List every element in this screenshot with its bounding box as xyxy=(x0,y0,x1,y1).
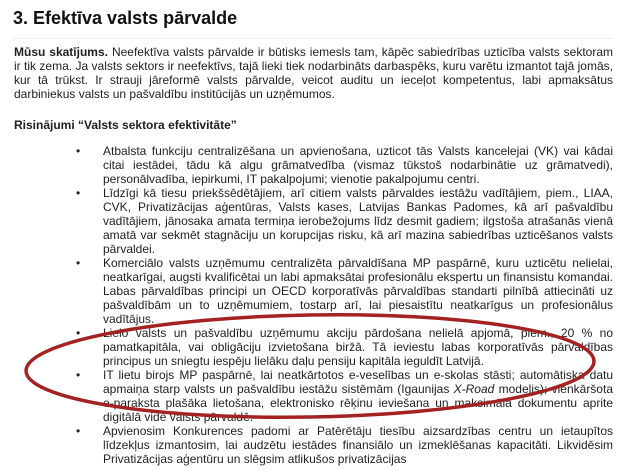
list-item-text: Līdzīgi kā tiesu priekšsēdētājiem, arī citiem valsts pārvaldes iestāžu vadītājiem, piem., LIAA, CVK, Privatizācijas aģentūras, Valsts kases, Latvijas Bankas Padomes, kā arī pašvaldību vadītājiem, jānosaka amata termiņa ierobežojums līdz desmit gadiem; ilgstoša atrašanās vienā amatā var sekmēt stagnāciju un korupcijas risku, kā arī mazina sabiedrības uzticēšanos valsts pārvaldei. xyxy=(103,186,613,256)
intro-paragraph xyxy=(14,45,613,101)
list-item xyxy=(103,256,613,326)
list-item-text: Apvienosim Konkurences padomi ar Patērētāju tiesību aizsardzības centru un ietaupītos līdzekļus izmantosim, lai audzētu iestādes finansiālo un izmeklēšanas kapacitāti. Likvidēsim Privatizācijas aģentūru un slēgsim atlikušos privatizācijas xyxy=(103,424,613,466)
list-item xyxy=(103,424,613,466)
solutions-list xyxy=(0,144,613,466)
intro-lead: Mūsu skatījums. xyxy=(14,45,108,59)
list-item-text: modelis); vienkāršota e-paraksta plašāka lietošana, elektronisko rēķinu ieviešana un maksimāla dokumentu aprite digitālā vidē valsts pārvaldē. xyxy=(103,382,613,424)
intro-text: Neefektīva valsts pārvalde ir būtisks iemesls tam, kāpēc sabiedrības uzticība valsts sektoram ir tik zema. Ja valsts sektors ir neefektīvs, tajā lieki tiek nodarbināts darbaspēks, kuru varētu izmantot tajā jomās, kur tā trūkst. Ir strauji jāreformē valsts pārvalde, veicot auditu un ieceļot kompetentus, labi apmaksātus darbiniekus valsts un pašvaldību institūcijās un uzņēmumos. xyxy=(14,45,613,101)
list-item-text: IT lietu birojs MP paspārnē, lai neatkārtotos e-veselības un e-skolas stāsti; automātiska datu apmaiņa starp valsts un pašvaldību iestāžu sistēmām (Igaunijas xyxy=(103,368,613,396)
list-item-text: Komerciālo valsts uzņēmumu centralizēta pārvaldīšana MP paspārnē, kuru uzticētu nelielai, neatkarīgai, augsti kvalificētai un labi apmaksātai profesionālu ekspertu un finansistu komandai. Labas pārvaldības principi un OECD korporatīvās pārvaldības standarti pilnībā attiecināti uz pašvaldībām un to uzņēmumiem, tostarp arī, lai piesaistītu neatkarīgus un profesionālus vadītājus. xyxy=(103,256,613,326)
page-title: 3. Efektīva valsts pārvalde xyxy=(13,8,613,39)
list-item xyxy=(103,368,613,424)
list-item-text: X-Road xyxy=(453,382,495,396)
list-item-text: Lielo valsts un pašvaldību uzņēmumu akciju pārdošana nelielā apjomā, piem., 20 % no pamatkapitāla, vai obligāciju izvietošana biržā. Tā ieviestu labas korporatīvās pārvaldības principus un sniegtu iespēju lielāku daļu pensiju kapitāla ieguldīt Latvijā. xyxy=(103,326,613,368)
list-item-text: Atbalsta funkciju centralizēšana un apvienošana, uzticot tās Valsts kancelejai (VK) vai kādai citai iestādei, tādu kā algu grāmatvedība (vismaz tūkstoš nodarbinātie uz grāmatvedi), personālvadība, iepirkumi, IT pakalpojumi; vienotie pakalpojumu centri. xyxy=(103,144,613,186)
list-item xyxy=(103,144,613,186)
list-item-circled xyxy=(103,326,613,368)
list-item xyxy=(103,186,613,256)
section-heading: Risinājumi “Valsts sektora efektivitāte” xyxy=(14,118,237,132)
